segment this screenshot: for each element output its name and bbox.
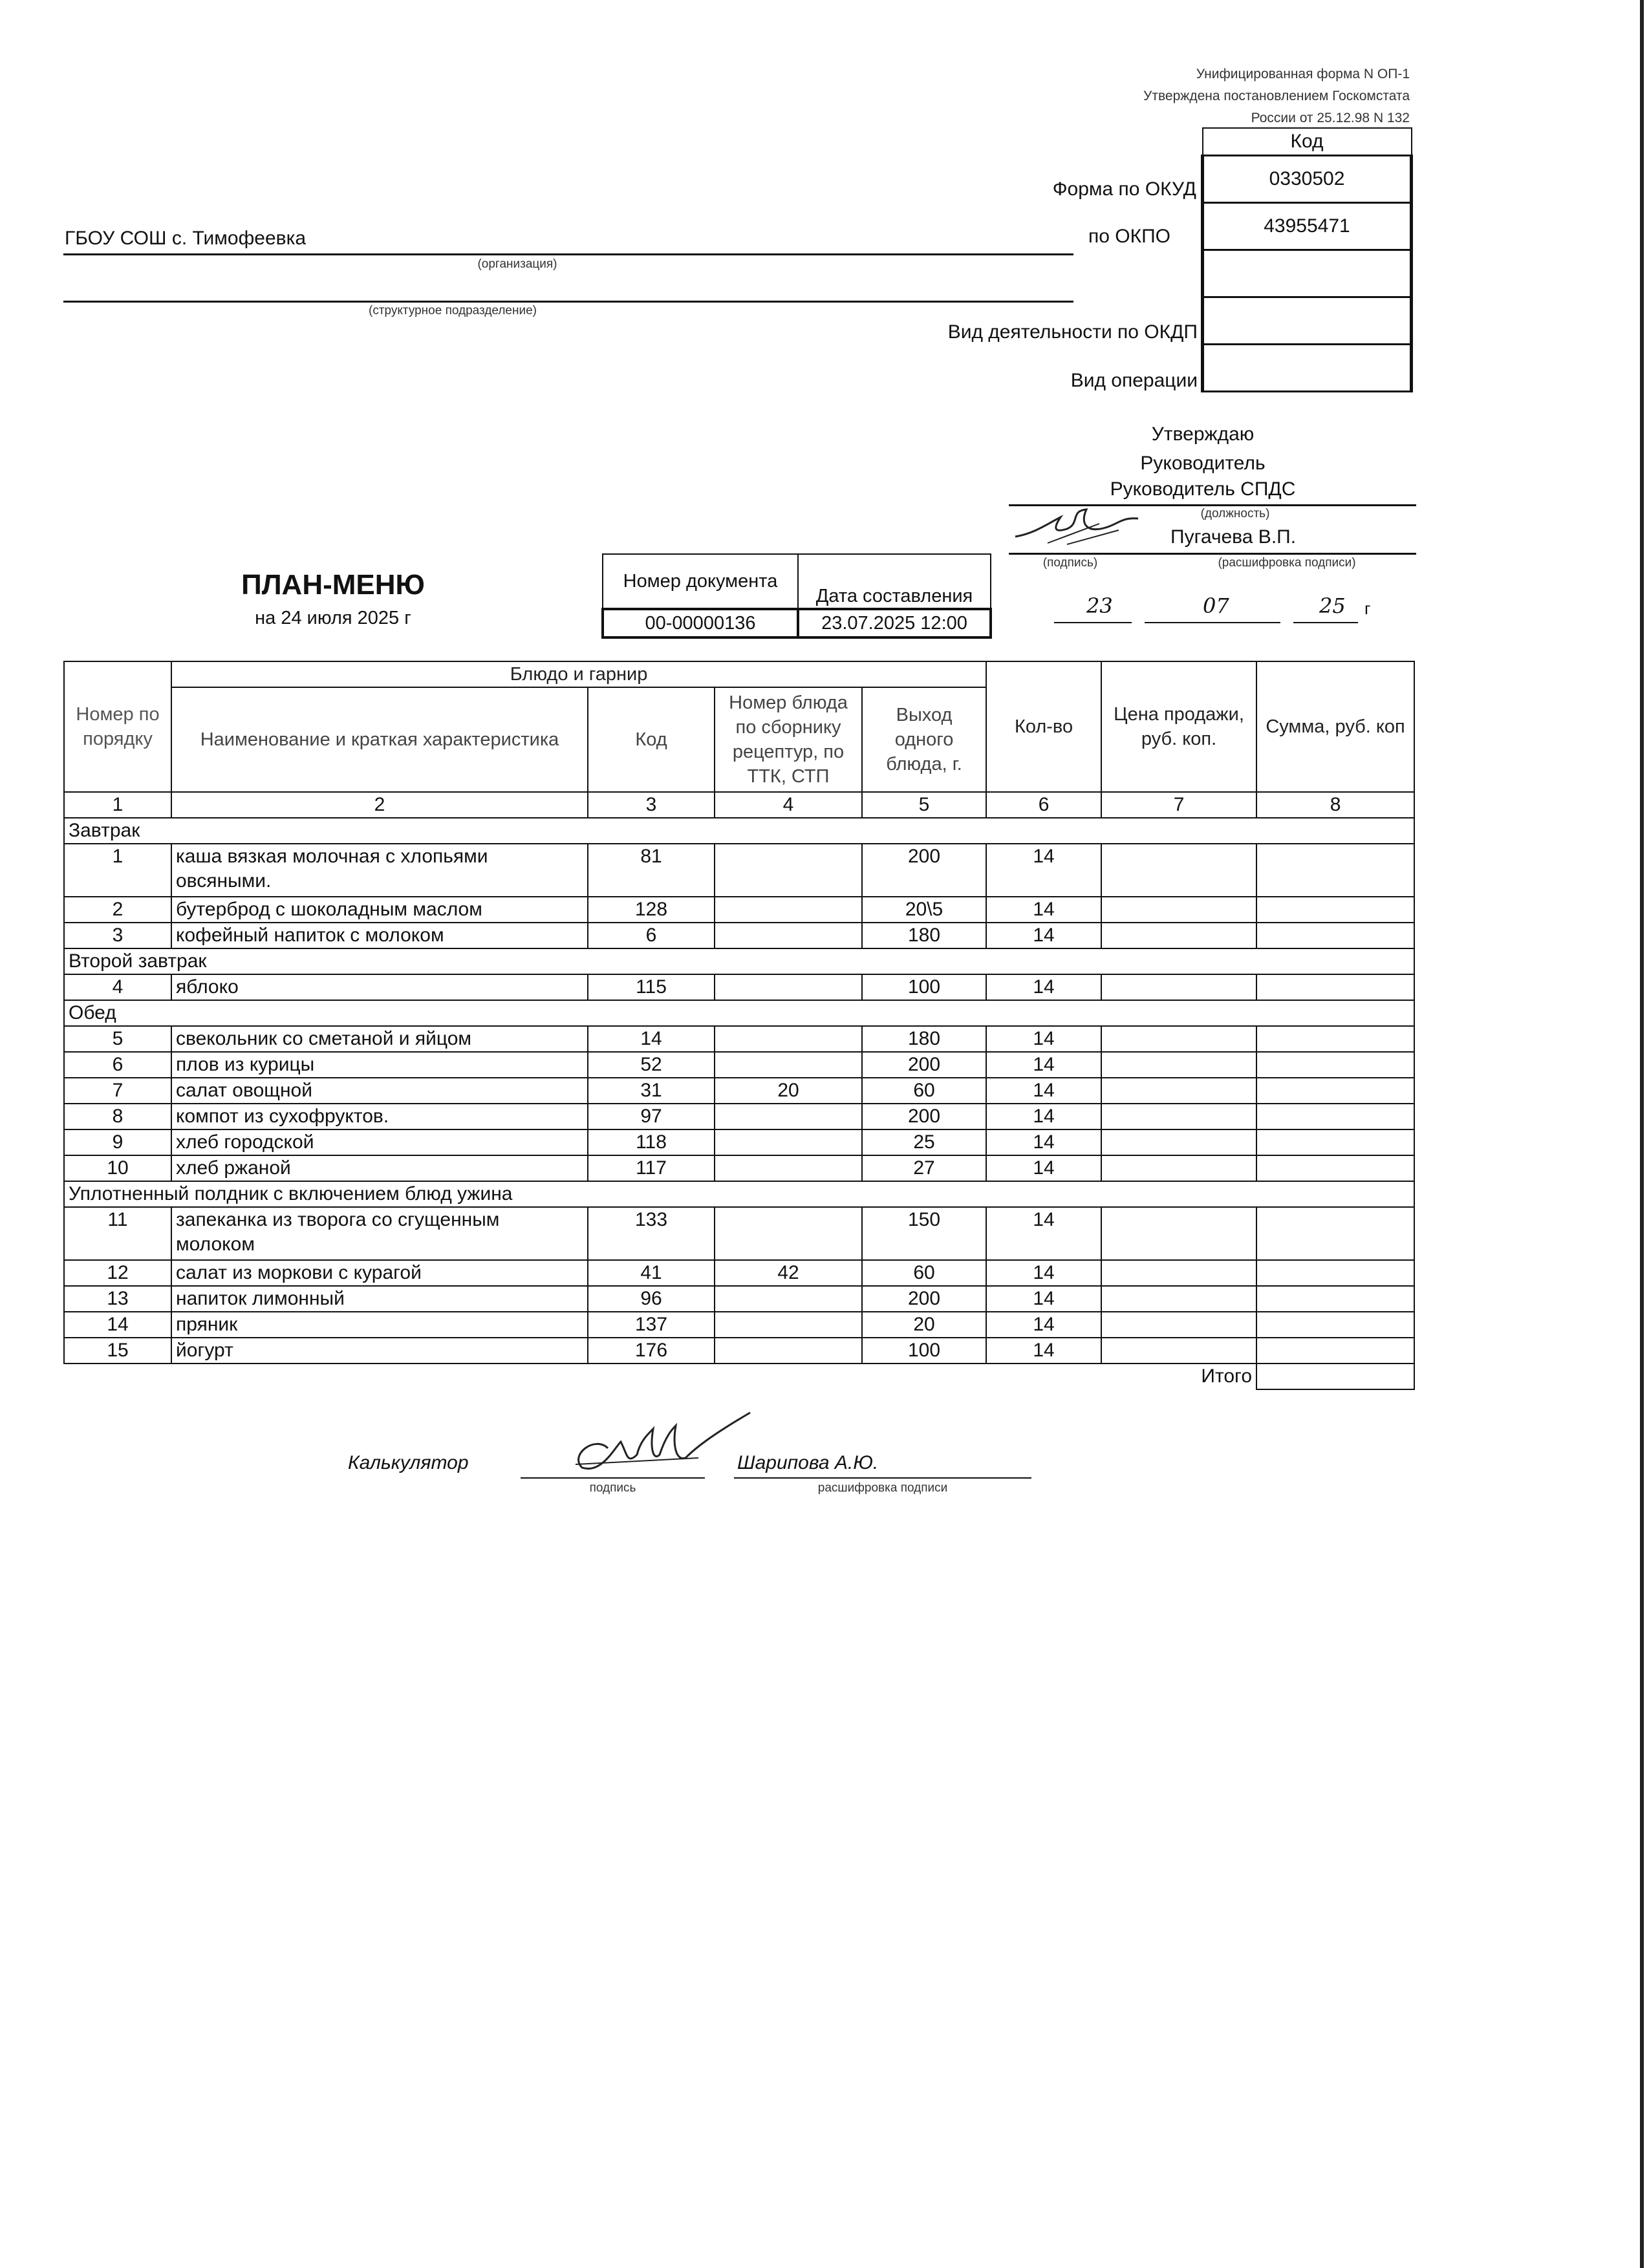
column-number: 7 <box>1101 792 1256 818</box>
item-code: 41 <box>588 1260 715 1286</box>
item-price <box>1101 1338 1256 1364</box>
form-note-line: России от 25.12.98 N 132 <box>1251 111 1410 125</box>
item-number: 10 <box>64 1155 171 1181</box>
item-code: 6 <box>588 923 715 948</box>
item-yield: 20\5 <box>862 897 986 923</box>
empty-code-cell <box>1203 250 1412 297</box>
item-name: хлеб городской <box>171 1129 588 1155</box>
codes-box <box>1201 127 1413 392</box>
item-name: салат овощной <box>171 1078 588 1104</box>
column-number: 8 <box>1256 792 1414 818</box>
item-yield: 150 <box>862 1207 986 1260</box>
item-price <box>1101 1129 1256 1155</box>
approval-line1: Утверждаю <box>1151 423 1255 445</box>
table-row <box>64 1026 1414 1052</box>
item-price <box>1101 1286 1256 1312</box>
calculator-sign-caption: подпись <box>589 1481 636 1495</box>
item-yield: 180 <box>862 923 986 948</box>
item-recipe <box>715 1129 862 1155</box>
item-sum <box>1256 1286 1414 1312</box>
item-qty: 14 <box>986 1207 1101 1260</box>
division-caption: (структурное подразделение) <box>369 304 537 317</box>
item-yield: 200 <box>862 1052 986 1078</box>
menu-table <box>63 661 1415 1390</box>
item-price <box>1101 1052 1256 1078</box>
item-qty: 14 <box>986 1155 1101 1181</box>
item-qty: 14 <box>986 844 1101 897</box>
date-line-month <box>1145 622 1280 623</box>
header-qty: Кол-во <box>986 661 1101 792</box>
date-suffix: г <box>1364 599 1371 618</box>
item-number: 5 <box>64 1026 171 1052</box>
item-code: 31 <box>588 1078 715 1104</box>
doc-number-header: Номер документа <box>603 554 798 609</box>
item-yield: 100 <box>862 974 986 1000</box>
column-number: 4 <box>715 792 862 818</box>
document-info-box <box>601 553 992 639</box>
section-title: Обед <box>64 1000 1414 1026</box>
item-price <box>1101 1078 1256 1104</box>
okdp-value <box>1203 297 1412 345</box>
director-name: Пугачева В.П. <box>1170 526 1297 548</box>
director-sign-line <box>1009 553 1416 555</box>
item-yield: 180 <box>862 1026 986 1052</box>
approval-line2: Руководитель <box>1140 453 1266 474</box>
item-recipe <box>715 1338 862 1364</box>
item-price <box>1101 897 1256 923</box>
item-sum <box>1256 1078 1414 1104</box>
item-yield: 27 <box>862 1155 986 1181</box>
page-subtitle: на 24 июля 2025 г <box>255 608 411 628</box>
column-number: 5 <box>862 792 986 818</box>
header-price: Цена продажи, руб. коп. <box>1101 661 1256 792</box>
item-code: 137 <box>588 1312 715 1338</box>
item-sum <box>1256 1052 1414 1078</box>
codes-header: Код <box>1203 128 1412 156</box>
date-line-day <box>1054 622 1132 623</box>
item-number: 6 <box>64 1052 171 1078</box>
header-group: Блюдо и гарнир <box>171 661 986 687</box>
item-recipe <box>715 1026 862 1052</box>
item-qty: 14 <box>986 1052 1101 1078</box>
okpo-value: 43955471 <box>1203 203 1412 250</box>
calculator-label: Калькулятор <box>348 1452 469 1473</box>
item-name: запеканка из творога со сгущенным молоком <box>171 1207 588 1260</box>
item-code: 14 <box>588 1026 715 1052</box>
calculator-sign-line <box>521 1477 705 1479</box>
item-code: 96 <box>588 1286 715 1312</box>
operation-value <box>1203 345 1412 392</box>
item-yield: 25 <box>862 1129 986 1155</box>
total-value <box>1256 1364 1414 1389</box>
item-yield: 20 <box>862 1312 986 1338</box>
okdp-label: Вид деятельности по ОКДП <box>947 321 1198 343</box>
item-number: 3 <box>64 923 171 948</box>
table-row <box>64 1155 1414 1181</box>
item-number: 15 <box>64 1338 171 1364</box>
header-num: Номер по порядку <box>64 661 171 792</box>
doc-date-header: Дата составления <box>798 554 991 609</box>
doc-date: 23.07.2025 12:00 <box>798 609 991 637</box>
section-title: Завтрак <box>64 818 1414 844</box>
item-recipe <box>715 1104 862 1129</box>
date-month: 07 <box>1203 594 1229 618</box>
form-note-line: Унифицированная форма N ОП-1 <box>1196 67 1410 81</box>
total-label: Итого <box>1201 1365 1253 1387</box>
item-sum <box>1256 974 1414 1000</box>
header-code: Код <box>588 687 715 792</box>
item-price <box>1101 923 1256 948</box>
table-row <box>64 1104 1414 1129</box>
item-qty: 14 <box>986 923 1101 948</box>
column-number: 3 <box>588 792 715 818</box>
column-numbers-row <box>64 792 1414 818</box>
organization-line <box>63 253 1073 255</box>
section-row <box>64 1181 1414 1207</box>
item-code: 115 <box>588 974 715 1000</box>
item-name: каша вязкая молочная с хлопьями овсяными. <box>171 844 588 897</box>
item-name: плов из курицы <box>171 1052 588 1078</box>
calculator-signature <box>556 1409 763 1481</box>
header-sum: Сумма, руб. коп <box>1256 661 1414 792</box>
item-recipe <box>715 1207 862 1260</box>
item-recipe <box>715 897 862 923</box>
item-name: салат из моркови с курагой <box>171 1260 588 1286</box>
item-price <box>1101 1026 1256 1052</box>
item-number: 9 <box>64 1129 171 1155</box>
item-sum <box>1256 1207 1414 1260</box>
table-row <box>64 1207 1414 1260</box>
organization-caption: (организация) <box>477 257 557 271</box>
header-name: Наименование и краткая характеристика <box>171 687 588 792</box>
item-code: 133 <box>588 1207 715 1260</box>
item-name: свекольник со сметаной и яйцом <box>171 1026 588 1052</box>
item-code: 118 <box>588 1129 715 1155</box>
approval-position: Руководитель СПДС <box>1110 478 1296 500</box>
item-recipe: 20 <box>715 1078 862 1104</box>
item-number: 8 <box>64 1104 171 1129</box>
item-price <box>1101 1312 1256 1338</box>
item-price <box>1101 844 1256 897</box>
table-row <box>64 897 1414 923</box>
item-price <box>1101 1260 1256 1286</box>
item-qty: 14 <box>986 897 1101 923</box>
item-name: яблоко <box>171 974 588 1000</box>
item-recipe: 42 <box>715 1260 862 1286</box>
item-name: напиток лимонный <box>171 1286 588 1312</box>
calculator-name-caption: расшифровка подписи <box>817 1481 948 1495</box>
okud-value: 0330502 <box>1203 156 1412 203</box>
item-yield: 200 <box>862 1286 986 1312</box>
table-row <box>64 844 1414 897</box>
item-code: 176 <box>588 1338 715 1364</box>
item-name: хлеб ржаной <box>171 1155 588 1181</box>
section-title: Второй завтрак <box>64 948 1414 974</box>
header-recipe: Номер блюда по сборнику рецептур, по ТТК, СТП <box>715 687 862 792</box>
item-recipe <box>715 844 862 897</box>
item-sum <box>1256 897 1414 923</box>
item-sum <box>1256 844 1414 897</box>
item-qty: 14 <box>986 974 1101 1000</box>
item-qty: 14 <box>986 1312 1101 1338</box>
table-row <box>64 974 1414 1000</box>
item-number: 4 <box>64 974 171 1000</box>
item-sum <box>1256 1104 1414 1129</box>
item-number: 11 <box>64 1207 171 1260</box>
item-name: йогурт <box>171 1338 588 1364</box>
item-number: 2 <box>64 897 171 923</box>
table-row <box>64 1052 1414 1078</box>
item-price <box>1101 974 1256 1000</box>
section-title: Уплотненный полдник с включением блюд ужина <box>64 1181 1414 1207</box>
signature-caption: (подпись) <box>1042 556 1098 570</box>
item-recipe <box>715 1052 862 1078</box>
item-price <box>1101 1207 1256 1260</box>
total-row <box>64 1364 1414 1389</box>
table-row <box>64 1338 1414 1364</box>
item-qty: 14 <box>986 1026 1101 1052</box>
item-name: кофейный напиток с молоком <box>171 923 588 948</box>
item-number: 13 <box>64 1286 171 1312</box>
item-recipe <box>715 974 862 1000</box>
item-price <box>1101 1155 1256 1181</box>
item-number: 7 <box>64 1078 171 1104</box>
table-row <box>64 1078 1414 1104</box>
calculator-name-line <box>734 1477 1031 1479</box>
item-name: компот из сухофруктов. <box>171 1104 588 1129</box>
item-recipe <box>715 1312 862 1338</box>
item-qty: 14 <box>986 1338 1101 1364</box>
scan-edge <box>1640 0 1644 2268</box>
item-sum <box>1256 1338 1414 1364</box>
item-qty: 14 <box>986 1129 1101 1155</box>
okud-label: Форма по ОКУД <box>1052 178 1196 200</box>
item-sum <box>1256 1155 1414 1181</box>
header-yield: Выход одного блюда, г. <box>862 687 986 792</box>
item-qty: 14 <box>986 1104 1101 1129</box>
column-number: 1 <box>64 792 171 818</box>
item-sum <box>1256 1026 1414 1052</box>
item-yield: 60 <box>862 1260 986 1286</box>
item-recipe <box>715 1286 862 1312</box>
item-sum <box>1256 1312 1414 1338</box>
item-yield: 200 <box>862 844 986 897</box>
item-qty: 14 <box>986 1286 1101 1312</box>
item-number: 14 <box>64 1312 171 1338</box>
item-number: 12 <box>64 1260 171 1286</box>
operation-label: Вид операции <box>1070 370 1198 391</box>
column-number: 6 <box>986 792 1101 818</box>
calculator-name: Шарипова А.Ю. <box>737 1452 879 1473</box>
director-signature <box>1009 498 1158 550</box>
section-row <box>64 1000 1414 1026</box>
item-number: 1 <box>64 844 171 897</box>
section-row <box>64 818 1414 844</box>
item-price <box>1101 1104 1256 1129</box>
date-line-year <box>1293 622 1358 623</box>
item-code: 97 <box>588 1104 715 1129</box>
item-name: бутерброд с шоколадным маслом <box>171 897 588 923</box>
organization-name: ГБОУ СОШ с. Тимофеевка <box>65 228 307 249</box>
item-sum <box>1256 923 1414 948</box>
item-yield: 100 <box>862 1338 986 1364</box>
table-row <box>64 1129 1414 1155</box>
item-qty: 14 <box>986 1260 1101 1286</box>
item-code: 117 <box>588 1155 715 1181</box>
item-recipe <box>715 1155 862 1181</box>
form-note <box>957 63 1410 129</box>
item-qty: 14 <box>986 1078 1101 1104</box>
form-note-line: Утверждена постановлением Госкомстата <box>1143 89 1410 103</box>
item-sum <box>1256 1260 1414 1286</box>
okpo-label: по ОКПО <box>1088 226 1170 247</box>
item-code: 52 <box>588 1052 715 1078</box>
table-row <box>64 1286 1414 1312</box>
section-row <box>64 948 1414 974</box>
item-sum <box>1256 1129 1414 1155</box>
item-name: пряник <box>171 1312 588 1338</box>
item-yield: 200 <box>862 1104 986 1129</box>
item-yield: 60 <box>862 1078 986 1104</box>
item-code: 128 <box>588 897 715 923</box>
name-caption: (расшифровка подписи) <box>1218 556 1356 570</box>
column-number: 2 <box>171 792 588 818</box>
page-title: ПЛАН-МЕНЮ <box>241 569 425 601</box>
item-recipe <box>715 923 862 948</box>
item-code: 81 <box>588 844 715 897</box>
position-caption: (должность) <box>1200 507 1270 520</box>
date-day: 23 <box>1086 594 1113 618</box>
table-row <box>64 923 1414 948</box>
table-row <box>64 1312 1414 1338</box>
approval-date <box>1035 594 1410 626</box>
table-row <box>64 1260 1414 1286</box>
date-year: 25 <box>1319 594 1346 618</box>
doc-number: 00-00000136 <box>603 609 798 637</box>
division-line <box>63 301 1073 303</box>
